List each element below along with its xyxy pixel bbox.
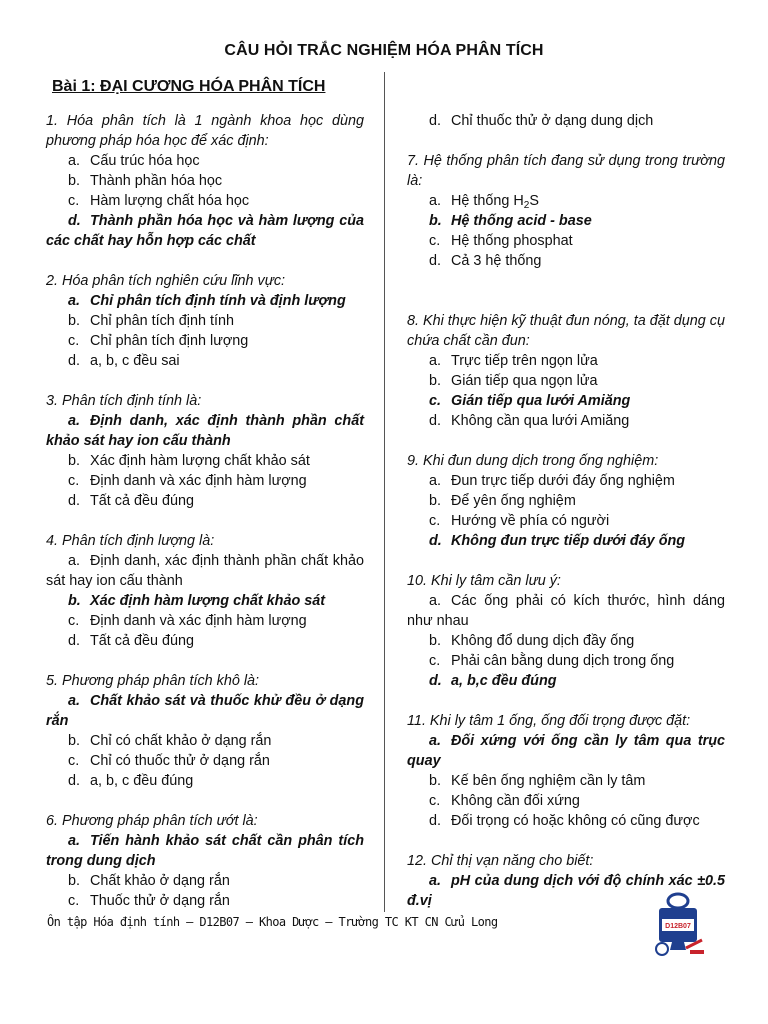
option-text: Chỉ phân tích định tính và định lượng <box>90 293 346 309</box>
option-letter: a. <box>429 193 442 209</box>
option-2b <box>46 311 364 331</box>
option-2a-answer <box>46 291 364 311</box>
option-letter: d. <box>429 813 442 829</box>
question-1: 1. Hóa phân tích là 1 ngành khoa học dùng phương pháp hóa học để xác định: <box>46 113 364 149</box>
option-6b <box>46 871 364 891</box>
question-6: 6. Phương pháp phân tích ướt là: <box>46 813 258 829</box>
question-4: 4. Phân tích định lượng là: <box>46 533 215 549</box>
option-text: Chỉ có chất khảo ở dạng rắn <box>90 733 272 749</box>
option-text: Trực tiếp trên ngọn lửa <box>451 353 598 369</box>
option-letter: d. <box>429 673 442 689</box>
option-letter: d. <box>68 633 81 649</box>
option-letter: d. <box>68 773 81 789</box>
option-letter: b. <box>68 453 81 469</box>
option-5a-answer <box>46 691 364 731</box>
option-9d-answer <box>407 531 725 551</box>
option-letter: c. <box>68 333 80 349</box>
option-letter: b. <box>429 773 442 789</box>
option-11a-answer <box>407 731 725 771</box>
question-2: 2. Hóa phân tích nghiên cứu lĩnh vực: <box>46 273 286 289</box>
option-9a <box>407 471 725 491</box>
option-letter: a. <box>68 153 81 169</box>
option-letter: b. <box>68 873 81 889</box>
option-letter: a. <box>68 833 81 849</box>
option-letter: a. <box>68 293 81 309</box>
option-8b <box>407 371 725 391</box>
option-text: Hệ thống phosphat <box>451 233 573 249</box>
option-11b <box>407 771 725 791</box>
option-text: Chất khảo ở dạng rắn <box>90 873 230 889</box>
option-text: Chỉ thuốc thử ở dạng dung dịch <box>451 113 654 129</box>
option-text: Phải cân bằng dung dịch trong ống <box>451 653 675 669</box>
option-text: Không đổ dung dịch đầy ống <box>451 633 635 649</box>
option-9b <box>407 491 725 511</box>
option-5b <box>46 731 364 751</box>
option-letter: c. <box>68 753 80 769</box>
option-letter: c. <box>429 393 442 409</box>
option-text: Đối xứng với ống cần ly tâm qua trục quay <box>407 733 725 769</box>
option-text: Chỉ phân tích định tính <box>90 313 235 329</box>
option-7c <box>407 231 725 251</box>
option-6d <box>407 111 725 131</box>
option-letter: c. <box>68 473 80 489</box>
option-letter: b. <box>429 373 442 389</box>
option-text: Hướng về phía có người <box>451 513 610 529</box>
option-3b <box>46 451 364 471</box>
option-letter: a. <box>429 473 442 489</box>
option-letter: c. <box>68 893 80 909</box>
option-text: Để yên ống nghiệm <box>451 493 576 509</box>
option-7b-answer <box>407 211 725 231</box>
option-letter: a. <box>68 693 81 709</box>
option-8a <box>407 351 725 371</box>
lesson-heading: Bài 1: ĐẠI CƯƠNG HÓA PHÂN TÍCH <box>52 78 326 95</box>
option-1b <box>46 171 364 191</box>
option-text: Gián tiếp qua ngọn lửa <box>451 373 598 389</box>
option-10a <box>407 591 725 631</box>
page-footer: Ôn tập Hóa định tính – D12B07 – Khoa Dược – Trường TC KT CN Cửu Long <box>47 915 498 929</box>
subscript: 2 <box>523 200 530 211</box>
option-text: Thành phần hóa học và hàm lượng của các chất hay hỗn hợp các chất <box>46 213 364 249</box>
option-text: Định danh và xác định hàm lượng <box>90 613 307 629</box>
option-text: Gián tiếp qua lưới Amiăng <box>451 393 631 409</box>
option-4b-answer <box>46 591 364 611</box>
option-letter: c. <box>429 653 441 669</box>
option-8d <box>407 411 725 431</box>
option-letter: a. <box>429 593 442 609</box>
option-letter: a. <box>68 553 81 569</box>
right-column <box>407 111 725 911</box>
question-8: 8. Khi thực hiện kỹ thuật đun nóng, ta đặt dụng cụ chứa chất cần đun: <box>407 313 725 349</box>
option-3d <box>46 491 364 511</box>
option-text: Chỉ có thuốc thử ở dạng rắn <box>90 753 270 769</box>
option-text: Các ống phải có kích thước, hình dáng như nhau <box>407 593 725 629</box>
option-6c <box>46 891 364 911</box>
page-title: CÂU HỎI TRẮC NGHIỆM HÓA PHÂN TÍCH <box>224 42 544 59</box>
option-10d-answer <box>407 671 725 691</box>
question-10: 10. Khi ly tâm cần lưu ý: <box>407 573 561 589</box>
option-text: Tiến hành khảo sát chất cần phân tích trong dung dịch <box>46 833 364 869</box>
option-text: Không cần qua lưới Amiăng <box>451 413 630 429</box>
option-text: Cấu trúc hóa học <box>90 153 200 169</box>
option-text: Đối trọng có hoặc không có cũng được <box>451 813 700 829</box>
option-text: Chỉ phân tích định lượng <box>90 333 249 349</box>
option-letter: a. <box>429 873 442 889</box>
option-letter: a. <box>429 733 442 749</box>
option-text: Cả 3 hệ thống <box>451 253 542 269</box>
option-5c <box>46 751 364 771</box>
option-text: Không đun trực tiếp dưới đáy ống <box>451 533 686 549</box>
option-letter: d. <box>68 353 81 369</box>
option-letter: b. <box>429 493 442 509</box>
left-column <box>46 111 364 911</box>
option-text: Hệ thống acid - base <box>451 213 592 229</box>
option-text: Thuốc thử ở dạng rắn <box>90 893 230 909</box>
option-9c <box>407 511 725 531</box>
option-text: Kế bên ống nghiệm cần ly tâm <box>451 773 646 789</box>
question-7: 7. Hệ thống phân tích đang sử dụng trong trường là: <box>407 153 725 189</box>
option-text: Thành phần hóa học <box>90 173 223 189</box>
option-text: Xác định hàm lượng chất khảo sát <box>90 453 310 469</box>
option-letter: b. <box>429 633 442 649</box>
option-text: Tất cả đều đúng <box>90 493 195 509</box>
option-letter: d. <box>429 253 442 269</box>
option-text: Định danh, xác định thành phần chất khảo sát hay ion cấu thành <box>46 553 364 589</box>
option-letter: c. <box>429 793 441 809</box>
option-1c <box>46 191 364 211</box>
option-letter: b. <box>429 213 442 229</box>
option-text: S <box>529 193 539 209</box>
question-3: 3. Phân tích định tính là: <box>46 393 202 409</box>
option-text: Xác định hàm lượng chất khảo sát <box>90 593 326 609</box>
option-text: Chất khảo sát và thuốc khử đều ở dạng rắn <box>46 693 364 729</box>
option-letter: d. <box>68 493 81 509</box>
option-4d <box>46 631 364 651</box>
option-text: pH của dung dịch với độ chính xác ±0.5 đ.vị <box>407 873 725 909</box>
option-6a-answer <box>46 831 364 871</box>
option-text: a, b,c đều đúng <box>451 673 557 689</box>
option-letter: b. <box>68 173 81 189</box>
option-11c <box>407 791 725 811</box>
lab-flask-logo-icon <box>650 892 706 958</box>
option-4c <box>46 611 364 631</box>
option-8c-answer <box>407 391 725 411</box>
question-5: 5. Phương pháp phân tích khô là: <box>46 673 260 689</box>
option-7a <box>407 191 725 211</box>
option-letter: c. <box>68 613 80 629</box>
option-text: Định danh và xác định hàm lượng <box>90 473 307 489</box>
question-9: 9. Khi đun dung dịch trong ống nghiệm: <box>407 453 659 469</box>
option-letter: c. <box>429 233 441 249</box>
option-letter: a. <box>429 353 442 369</box>
question-11: 11. Khi ly tâm 1 ống, ống đối trọng được đặt: <box>407 713 691 729</box>
option-text: Đun trực tiếp dưới đáy ống nghiệm <box>451 473 675 489</box>
option-letter: b. <box>68 313 81 329</box>
option-letter: c. <box>68 193 80 209</box>
question-12: 12. Chỉ thị vạn năng cho biết: <box>407 853 594 869</box>
option-1a <box>46 151 364 171</box>
option-letter: d. <box>429 533 442 549</box>
option-letter: c. <box>429 513 441 529</box>
option-1d-answer <box>46 211 364 251</box>
option-text: Tất cả đều đúng <box>90 633 195 649</box>
option-2c <box>46 331 364 351</box>
option-letter: d. <box>68 213 81 229</box>
option-11d <box>407 811 725 831</box>
option-text: a, b, c đều đúng <box>90 773 194 789</box>
option-10b <box>407 631 725 651</box>
option-4a <box>46 551 364 591</box>
option-letter: b. <box>68 733 81 749</box>
option-2d <box>46 351 364 371</box>
column-divider <box>384 72 385 912</box>
option-3c <box>46 471 364 491</box>
option-10c <box>407 651 725 671</box>
option-letter: b. <box>68 593 81 609</box>
option-text: Không cần đối xứng <box>451 793 580 809</box>
option-text: Hệ thống H <box>451 193 524 209</box>
option-text: a, b, c đều sai <box>90 353 180 369</box>
option-7d <box>407 251 725 271</box>
option-text: Định danh, xác định thành phần chất khảo sát hay ion cấu thành <box>46 413 364 449</box>
option-letter: d. <box>429 413 442 429</box>
logo-label: D12B07 <box>665 923 691 930</box>
option-3a-answer <box>46 411 364 451</box>
option-text: Hàm lượng chất hóa học <box>90 193 250 209</box>
option-5d <box>46 771 364 791</box>
option-letter: a. <box>68 413 81 429</box>
option-letter: d. <box>429 113 442 129</box>
